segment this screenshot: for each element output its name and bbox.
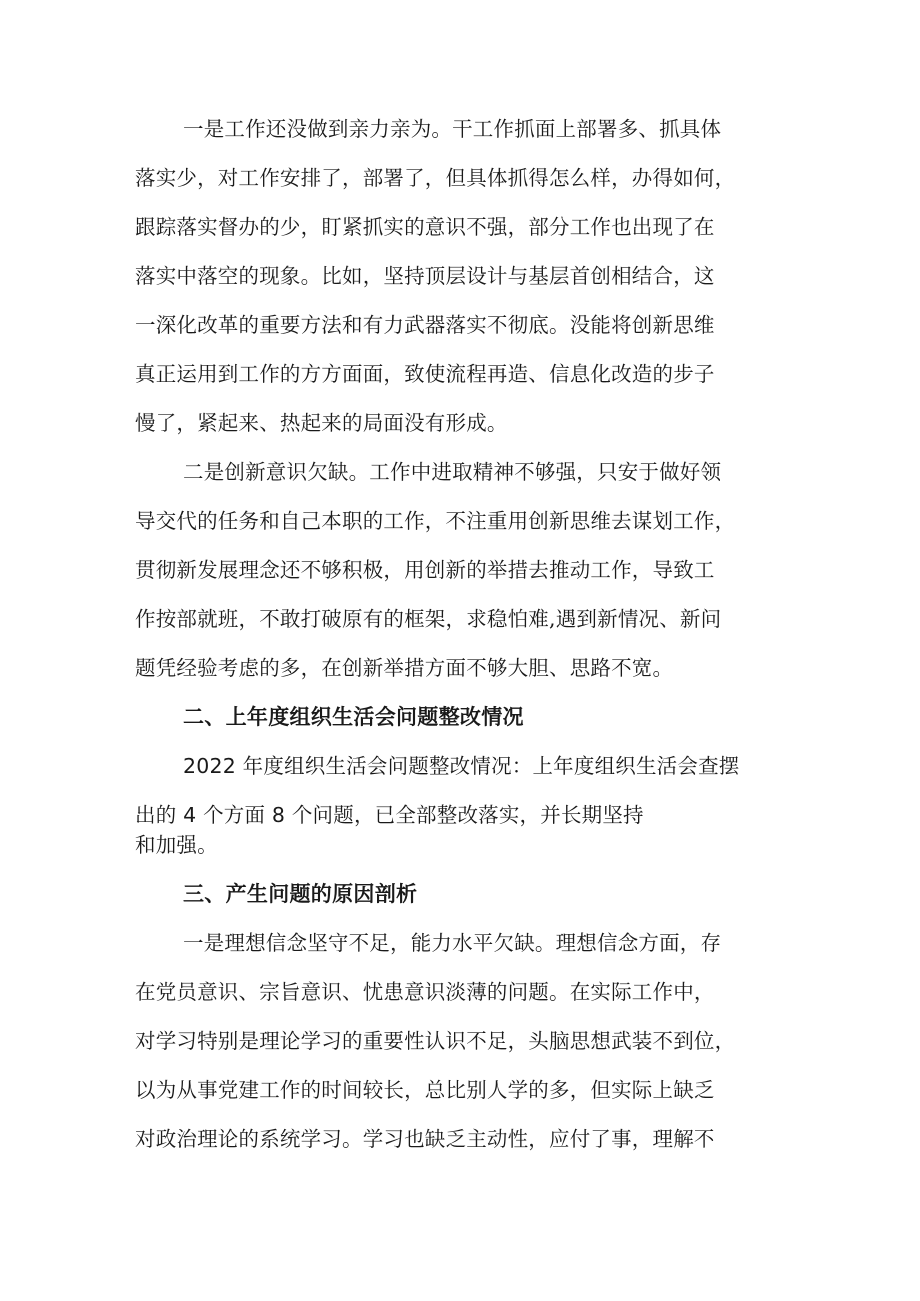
paragraph-line: 作按部就班，不敢打破原有的框架，求稳怕难,遇到新情况、新问 (135, 607, 722, 631)
paragraph-line: 一是工作还没做到亲力亲为。干工作抓面上部署多、抓具体 (183, 117, 722, 141)
paragraph-line: 贯彻新发展理念还不够积极，用创新的举措去推动工作，导致工 (135, 558, 715, 582)
paragraph-line: 落实少，对工作安排了，部署了，但具体抓得怎么样，办得如何， (135, 166, 736, 190)
paragraph-line: 以为从事党建工作的时间较长，总比别人学的多，但实际上缺乏 (135, 1078, 715, 1102)
paragraph-line: 题凭经验考虑的多，在创新举措方面不够大胆、思路不宽。 (135, 656, 674, 680)
paragraph-line: 和加强。 (135, 833, 218, 857)
paragraph-line: 一深化改革的重要方法和有力武器落实不彻底。没能将创新思维 (135, 313, 715, 337)
paragraph-line: 一是理想信念坚守不足，能力水平欠缺。理想信念方面，存 (183, 931, 722, 955)
section-heading: 二、上年度组织生活会问题整改情况 (183, 705, 524, 729)
paragraph-line: 慢了，紧起来、热起来的局面没有形成。 (135, 411, 508, 435)
paragraph-line: 导交代的任务和自己本职的工作，不注重用创新思维去谋划工作， (135, 509, 736, 533)
paragraph-line: 二是创新意识欠缺。工作中进取精神不够强，只安于做好领 (183, 460, 722, 484)
paragraph-line: 落实中落空的现象。比如，坚持顶层设计与基层首创相结合，这 (135, 264, 715, 288)
paragraph-line: 跟踪落实督办的少，盯紧抓实的意识不强，部分工作也出现了在 (135, 215, 715, 239)
paragraph-line: 出的 4 个方面 8 个问题，已全部整改落实，并长期坚持 (135, 803, 644, 827)
paragraph-line: 在党员意识、宗旨意识、忧患意识淡薄的问题。在实际工作中， (135, 980, 715, 1004)
paragraph-line: 对学习特别是理论学习的重要性认识不足，头脑思想武装不到位， (135, 1029, 736, 1053)
paragraph-line: 2022 年度组织生活会问题整改情况：上年度组织生活会查摆 (183, 754, 740, 778)
section-heading: 三、产生问题的原因剖析 (183, 882, 418, 906)
paragraph-line: 真正运用到工作的方方面面，致使流程再造、信息化改造的步子 (135, 362, 715, 386)
paragraph-line: 对政治理论的系统学习。学习也缺乏主动性，应付了事，理解不 (135, 1127, 715, 1151)
